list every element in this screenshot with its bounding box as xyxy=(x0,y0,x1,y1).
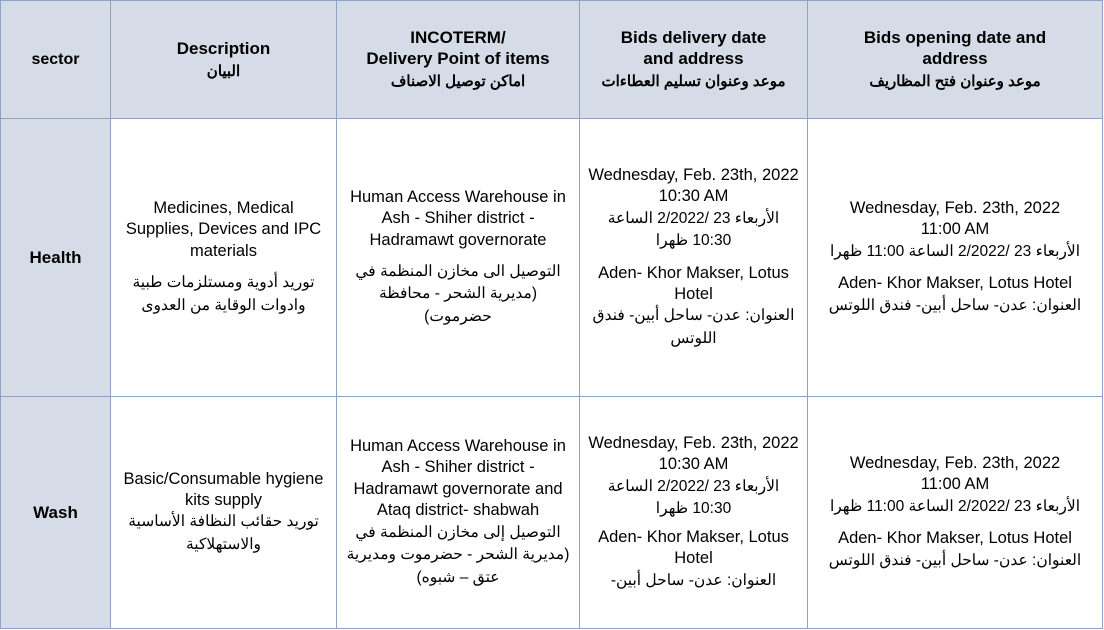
column-header-description-label: Description xyxy=(176,38,271,58)
spacer xyxy=(816,518,1094,528)
bids-opening-date-ar: الأربعاء 23 /2/2022 الساعة 11:00 ظهرا xyxy=(829,242,1081,260)
bids-delivery-date-ar: الأربعاء 23 /2/2022 الساعة 10:30 ظهرا xyxy=(607,209,780,250)
column-header-description-label-ar: البيان xyxy=(206,62,241,80)
bids-delivery-address-ar: العنوان: عدن- ساحل أبين- فندق اللوتس xyxy=(592,307,795,347)
cell-bids-delivery xyxy=(580,397,808,629)
cell-incoterm xyxy=(337,119,580,397)
column-header-incoterm-line2: Delivery Point of items xyxy=(366,49,550,69)
sector-value: Health xyxy=(29,247,82,267)
description-ar: توريد أدوية ومستلزمات طبية وادوات الوقاية من العدوى xyxy=(132,274,315,314)
table-header xyxy=(1,1,1103,119)
cell-bids-opening xyxy=(808,397,1103,629)
description-ar: توريد حقائب النظافة الأساسية والاستهلاكية xyxy=(128,513,319,553)
cell-sector xyxy=(1,119,111,397)
column-header-bids-opening xyxy=(808,1,1103,119)
bids-opening-address-ar: العنوان: عدن- ساحل أبين- فندق اللوتس xyxy=(828,296,1082,314)
incoterm-ar: التوصيل إلى مخازن المنظمة في (مديرية الشحر - حضرموت ومديرية عتق – شبوه) xyxy=(346,523,570,586)
header-row xyxy=(1,1,1103,119)
bids-opening-time-en: 11:00 AM xyxy=(920,220,990,239)
bids-delivery-address-en: Aden- Khor Makser, Lotus Hotel xyxy=(598,263,789,303)
spacer xyxy=(588,253,799,263)
spacer xyxy=(119,262,328,272)
bids-opening-date-en: Wednesday, Feb. 23th, 2022 xyxy=(849,198,1061,217)
column-header-incoterm-label-ar: اماكن توصيل الاصناف xyxy=(390,73,526,91)
bids-opening-date-ar: الأربعاء 23 /2/2022 الساعة 11:00 ظهرا xyxy=(829,497,1081,515)
bids-delivery-date-en: Wednesday, Feb. 23th, 2022 xyxy=(588,165,799,184)
bids-delivery-address-en: Aden- Khor Makser, Lotus Hotel xyxy=(598,527,789,568)
column-header-bids-delivery xyxy=(580,1,808,119)
bids-opening-date-en: Wednesday, Feb. 23th, 2022 xyxy=(849,453,1061,472)
bids-delivery-address-ar: العنوان: عدن- ساحل أبين- xyxy=(610,571,777,589)
column-header-incoterm-line1: INCOTERM/ xyxy=(410,27,506,47)
bids-delivery-time-en: 10:30 AM xyxy=(658,455,729,474)
cell-bids-opening xyxy=(808,119,1103,397)
bids-opening-address-ar: العنوان: عدن- ساحل أبين- فندق اللوتس xyxy=(828,551,1082,569)
bids-delivery-date-ar: الأربعاء 23 /2/2022 الساعة 10:30 ظهرا xyxy=(607,477,780,518)
cell-incoterm xyxy=(337,397,580,629)
column-header-sector xyxy=(1,1,111,119)
bids-opening-address-en: Aden- Khor Makser, Lotus Hotel xyxy=(838,529,1072,548)
sector-value: Wash xyxy=(33,502,78,522)
column-header-bids-opening-line1: Bids opening date and xyxy=(863,27,1047,47)
column-header-sector-label: sector xyxy=(31,50,80,68)
cell-description xyxy=(111,397,337,629)
column-header-incoterm xyxy=(337,1,580,119)
description-en: Basic/Consumable hygiene kits supply xyxy=(123,469,324,510)
incoterm-en: Human Access Warehouse in Ash - Shiher district - Hadramawt governorate and Ataq district- shabwah xyxy=(350,436,566,520)
column-header-description xyxy=(111,1,337,119)
column-header-bids-delivery-line1: Bids delivery date xyxy=(620,27,767,47)
table-body xyxy=(1,119,1103,629)
column-header-bids-opening-label-ar: موعد وعنوان فتح المظاريف xyxy=(869,73,1041,91)
spacer xyxy=(816,263,1094,273)
bids-delivery-time-en: 10:30 AM xyxy=(658,187,729,206)
cell-description xyxy=(111,119,337,397)
table-row xyxy=(1,397,1103,629)
cell-sector xyxy=(1,397,111,629)
column-header-bids-opening-line2: address xyxy=(922,49,988,69)
bids-opening-time-en: 11:00 AM xyxy=(920,475,990,494)
bids-opening-address-en: Aden- Khor Makser, Lotus Hotel xyxy=(838,274,1072,293)
description-en: Medicines, Medical Supplies, Devices and IPC materials xyxy=(125,198,322,260)
bids-delivery-date-en: Wednesday, Feb. 23th, 2022 xyxy=(588,433,799,452)
column-header-bids-delivery-line2: and address xyxy=(643,49,744,69)
spacer xyxy=(345,251,571,261)
table-row xyxy=(1,119,1103,397)
column-header-bids-delivery-label-ar: موعد وعنوان تسليم العطاءات xyxy=(601,73,786,91)
cell-bids-delivery xyxy=(580,119,808,397)
incoterm-ar: التوصيل الى مخازن المنظمة في (مديرية الشحر - محافظة حضرموت) xyxy=(355,262,561,325)
incoterm-en: Human Access Warehouse in Ash - Shiher district - Hadramawt governorate xyxy=(350,187,566,249)
